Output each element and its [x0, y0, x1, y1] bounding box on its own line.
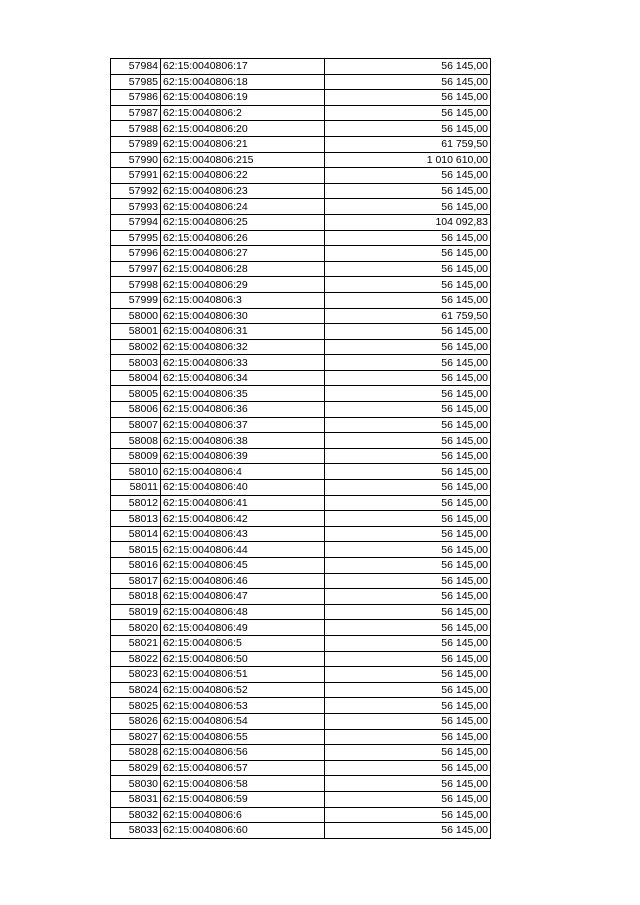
cadastral-value-cell: 56 145,00: [325, 292, 491, 308]
table-row: [111, 558, 491, 574]
row-number-cell: 57985: [111, 74, 161, 90]
table-row: [111, 682, 491, 698]
cadastral-value-cell: 56 145,00: [325, 448, 491, 464]
row-number-cell: 58021: [111, 635, 161, 651]
cadastral-value-cell: 56 145,00: [325, 495, 491, 511]
cadastral-value-cell: 56 145,00: [325, 542, 491, 558]
cadastral-number-cell: 62:15:0040806:46: [161, 573, 325, 589]
cadastral-number-cell: 62:15:0040806:17: [161, 59, 325, 75]
cadastral-value-cell: 56 145,00: [325, 604, 491, 620]
cadastral-value-cell: 56 145,00: [325, 573, 491, 589]
row-number-cell: 58019: [111, 604, 161, 620]
cadastral-value-cell: 56 145,00: [325, 667, 491, 683]
row-number-cell: 58005: [111, 386, 161, 402]
cadastral-number-cell: 62:15:0040806:49: [161, 620, 325, 636]
row-number-cell: 57994: [111, 214, 161, 230]
row-number-cell: 58007: [111, 417, 161, 433]
cadastral-number-cell: 62:15:0040806:18: [161, 74, 325, 90]
table-row: [111, 59, 491, 75]
row-number-cell: 58024: [111, 682, 161, 698]
table-row: [111, 121, 491, 137]
cadastral-value-cell: 1 010 610,00: [325, 152, 491, 168]
cadastral-number-cell: 62:15:0040806:45: [161, 558, 325, 574]
cadastral-value-cell: 56 145,00: [325, 464, 491, 480]
cadastral-value-cell: 61 759,50: [325, 136, 491, 152]
row-number-cell: 58032: [111, 807, 161, 823]
row-number-cell: 57996: [111, 246, 161, 262]
cadastral-number-cell: 62:15:0040806:52: [161, 682, 325, 698]
row-number-cell: 58017: [111, 573, 161, 589]
cadastral-number-cell: 62:15:0040806:35: [161, 386, 325, 402]
table-row: [111, 480, 491, 496]
cadastral-value-cell: 56 145,00: [325, 791, 491, 807]
cadastral-number-cell: 62:15:0040806:60: [161, 823, 325, 839]
row-number-cell: 58004: [111, 370, 161, 386]
cadastral-value-cell: 56 145,00: [325, 635, 491, 651]
cadastral-value-cell: 56 145,00: [325, 433, 491, 449]
row-number-cell: 58008: [111, 433, 161, 449]
row-number-cell: 57998: [111, 277, 161, 293]
table-row: [111, 745, 491, 761]
row-number-cell: 58028: [111, 745, 161, 761]
cadastral-value-cell: 56 145,00: [325, 651, 491, 667]
table-row: [111, 760, 491, 776]
cadastral-number-cell: 62:15:0040806:50: [161, 651, 325, 667]
cadastral-value-cell: 56 145,00: [325, 729, 491, 745]
cadastral-number-cell: 62:15:0040806:58: [161, 776, 325, 792]
row-number-cell: 58029: [111, 760, 161, 776]
cadastral-number-cell: 62:15:0040806:32: [161, 339, 325, 355]
cadastral-number-cell: 62:15:0040806:51: [161, 667, 325, 683]
cadastral-number-cell: 62:15:0040806:6: [161, 807, 325, 823]
cadastral-number-cell: 62:15:0040806:39: [161, 448, 325, 464]
cadastral-number-cell: 62:15:0040806:48: [161, 604, 325, 620]
row-number-cell: 58014: [111, 526, 161, 542]
cadastral-value-cell: 56 145,00: [325, 355, 491, 371]
row-number-cell: 58002: [111, 339, 161, 355]
table-row: [111, 433, 491, 449]
cadastral-number-cell: 62:15:0040806:59: [161, 791, 325, 807]
cadastral-number-cell: 62:15:0040806:22: [161, 168, 325, 184]
table-row: [111, 448, 491, 464]
row-number-cell: 57993: [111, 199, 161, 215]
row-number-cell: 58015: [111, 542, 161, 558]
cadastral-number-cell: 62:15:0040806:23: [161, 183, 325, 199]
cadastral-number-cell: 62:15:0040806:41: [161, 495, 325, 511]
table-row: [111, 823, 491, 839]
row-number-cell: 58030: [111, 776, 161, 792]
row-number-cell: 58013: [111, 511, 161, 527]
row-number-cell: 58000: [111, 308, 161, 324]
row-number-cell: 57988: [111, 121, 161, 137]
cadastral-number-cell: 62:15:0040806:33: [161, 355, 325, 371]
table-row: [111, 620, 491, 636]
table-row: [111, 199, 491, 215]
table-row: [111, 511, 491, 527]
table-row: [111, 261, 491, 277]
cadastral-value-cell: 56 145,00: [325, 526, 491, 542]
cadastral-value-cell: 56 145,00: [325, 417, 491, 433]
cadastral-number-cell: 62:15:0040806:44: [161, 542, 325, 558]
cadastral-number-cell: 62:15:0040806:29: [161, 277, 325, 293]
row-number-cell: 58031: [111, 791, 161, 807]
row-number-cell: 57989: [111, 136, 161, 152]
table-row: [111, 386, 491, 402]
table-row: [111, 526, 491, 542]
cadastral-value-cell: 56 145,00: [325, 183, 491, 199]
table-row: [111, 292, 491, 308]
table-row: [111, 791, 491, 807]
cadastral-value-cell: 56 145,00: [325, 199, 491, 215]
cadastral-value-cell: 56 145,00: [325, 246, 491, 262]
table-row: [111, 370, 491, 386]
table-row: [111, 74, 491, 90]
cadastral-number-cell: 62:15:0040806:43: [161, 526, 325, 542]
row-number-cell: 57990: [111, 152, 161, 168]
table-row: [111, 589, 491, 605]
cadastral-number-cell: 62:15:0040806:25: [161, 214, 325, 230]
cadastral-value-cell: 56 145,00: [325, 480, 491, 496]
cadastral-value-cell: 56 145,00: [325, 698, 491, 714]
cadastral-number-cell: 62:15:0040806:20: [161, 121, 325, 137]
row-number-cell: 58023: [111, 667, 161, 683]
table-row: [111, 277, 491, 293]
table-row: [111, 308, 491, 324]
table-row: [111, 651, 491, 667]
table-row: [111, 183, 491, 199]
row-number-cell: 57987: [111, 105, 161, 121]
cadastral-value-cell: 56 145,00: [325, 168, 491, 184]
cadastral-value-cell: 56 145,00: [325, 59, 491, 75]
cadastral-number-cell: 62:15:0040806:54: [161, 713, 325, 729]
table-row: [111, 667, 491, 683]
cadastral-number-cell: 62:15:0040806:38: [161, 433, 325, 449]
cadastral-value-cell: 56 145,00: [325, 121, 491, 137]
table-row: [111, 807, 491, 823]
cadastral-value-cell: 56 145,00: [325, 823, 491, 839]
cadastral-number-cell: 62:15:0040806:53: [161, 698, 325, 714]
cadastral-number-cell: 62:15:0040806:21: [161, 136, 325, 152]
table-row: [111, 214, 491, 230]
table-body: [111, 59, 491, 839]
cadastral-number-cell: 62:15:0040806:55: [161, 729, 325, 745]
cadastral-value-cell: 104 092,83: [325, 214, 491, 230]
table-row: [111, 324, 491, 340]
table-row: [111, 604, 491, 620]
cadastral-value-cell: 56 145,00: [325, 90, 491, 106]
table-row: [111, 635, 491, 651]
row-number-cell: 57997: [111, 261, 161, 277]
row-number-cell: 58010: [111, 464, 161, 480]
cadastral-number-cell: 62:15:0040806:37: [161, 417, 325, 433]
row-number-cell: 58001: [111, 324, 161, 340]
table-row: [111, 417, 491, 433]
cadastral-number-cell: 62:15:0040806:42: [161, 511, 325, 527]
row-number-cell: 57986: [111, 90, 161, 106]
cadastral-number-cell: 62:15:0040806:24: [161, 199, 325, 215]
cadastral-value-cell: 56 145,00: [325, 682, 491, 698]
row-number-cell: 58009: [111, 448, 161, 464]
cadastral-value-cell: 56 145,00: [325, 105, 491, 121]
cadastral-value-cell: 56 145,00: [325, 558, 491, 574]
table-row: [111, 230, 491, 246]
row-number-cell: 57991: [111, 168, 161, 184]
cadastral-value-cell: 56 145,00: [325, 760, 491, 776]
cadastral-value-table: [110, 58, 491, 839]
table-row: [111, 246, 491, 262]
cadastral-number-cell: 62:15:0040806:215: [161, 152, 325, 168]
table-row: [111, 698, 491, 714]
row-number-cell: 58027: [111, 729, 161, 745]
row-number-cell: 57995: [111, 230, 161, 246]
cadastral-number-cell: 62:15:0040806:28: [161, 261, 325, 277]
cadastral-number-cell: 62:15:0040806:34: [161, 370, 325, 386]
cadastral-number-cell: 62:15:0040806:36: [161, 402, 325, 418]
row-number-cell: 58016: [111, 558, 161, 574]
cadastral-value-cell: 56 145,00: [325, 277, 491, 293]
cadastral-value-cell: 56 145,00: [325, 807, 491, 823]
row-number-cell: 57999: [111, 292, 161, 308]
cadastral-value-cell: 56 145,00: [325, 776, 491, 792]
cadastral-number-cell: 62:15:0040806:5: [161, 635, 325, 651]
cadastral-value-cell: 56 145,00: [325, 370, 491, 386]
cadastral-value-cell: 56 145,00: [325, 386, 491, 402]
cadastral-number-cell: 62:15:0040806:3: [161, 292, 325, 308]
cadastral-number-cell: 62:15:0040806:26: [161, 230, 325, 246]
cadastral-value-cell: 56 145,00: [325, 339, 491, 355]
cadastral-value-cell: 56 145,00: [325, 511, 491, 527]
table-row: [111, 573, 491, 589]
table-row: [111, 355, 491, 371]
table-row: [111, 339, 491, 355]
cadastral-number-cell: 62:15:0040806:4: [161, 464, 325, 480]
table-row: [111, 105, 491, 121]
row-number-cell: 58012: [111, 495, 161, 511]
row-number-cell: 57984: [111, 59, 161, 75]
cadastral-value-cell: 61 759,50: [325, 308, 491, 324]
cadastral-number-cell: 62:15:0040806:30: [161, 308, 325, 324]
cadastral-number-cell: 62:15:0040806:31: [161, 324, 325, 340]
row-number-cell: 58020: [111, 620, 161, 636]
table-row: [111, 713, 491, 729]
row-number-cell: 58018: [111, 589, 161, 605]
cadastral-value-cell: 56 145,00: [325, 745, 491, 761]
row-number-cell: 58022: [111, 651, 161, 667]
table-row: [111, 776, 491, 792]
cadastral-number-cell: 62:15:0040806:47: [161, 589, 325, 605]
table-row: [111, 542, 491, 558]
table-row: [111, 729, 491, 745]
cadastral-number-cell: 62:15:0040806:57: [161, 760, 325, 776]
cadastral-number-cell: 62:15:0040806:56: [161, 745, 325, 761]
table-row: [111, 464, 491, 480]
row-number-cell: 58033: [111, 823, 161, 839]
cadastral-value-cell: 56 145,00: [325, 74, 491, 90]
row-number-cell: 57992: [111, 183, 161, 199]
cadastral-value-cell: 56 145,00: [325, 324, 491, 340]
cadastral-value-cell: 56 145,00: [325, 713, 491, 729]
cadastral-number-cell: 62:15:0040806:27: [161, 246, 325, 262]
table-row: [111, 90, 491, 106]
table-row: [111, 402, 491, 418]
cadastral-value-cell: 56 145,00: [325, 620, 491, 636]
table-row: [111, 136, 491, 152]
row-number-cell: 58011: [111, 480, 161, 496]
cadastral-number-cell: 62:15:0040806:2: [161, 105, 325, 121]
cadastral-value-cell: 56 145,00: [325, 261, 491, 277]
row-number-cell: 58003: [111, 355, 161, 371]
cadastral-number-cell: 62:15:0040806:40: [161, 480, 325, 496]
row-number-cell: 58006: [111, 402, 161, 418]
row-number-cell: 58025: [111, 698, 161, 714]
table-row: [111, 152, 491, 168]
cadastral-value-cell: 56 145,00: [325, 589, 491, 605]
row-number-cell: 58026: [111, 713, 161, 729]
cadastral-value-cell: 56 145,00: [325, 402, 491, 418]
cadastral-value-cell: 56 145,00: [325, 230, 491, 246]
table-row: [111, 495, 491, 511]
cadastral-number-cell: 62:15:0040806:19: [161, 90, 325, 106]
table-row: [111, 168, 491, 184]
